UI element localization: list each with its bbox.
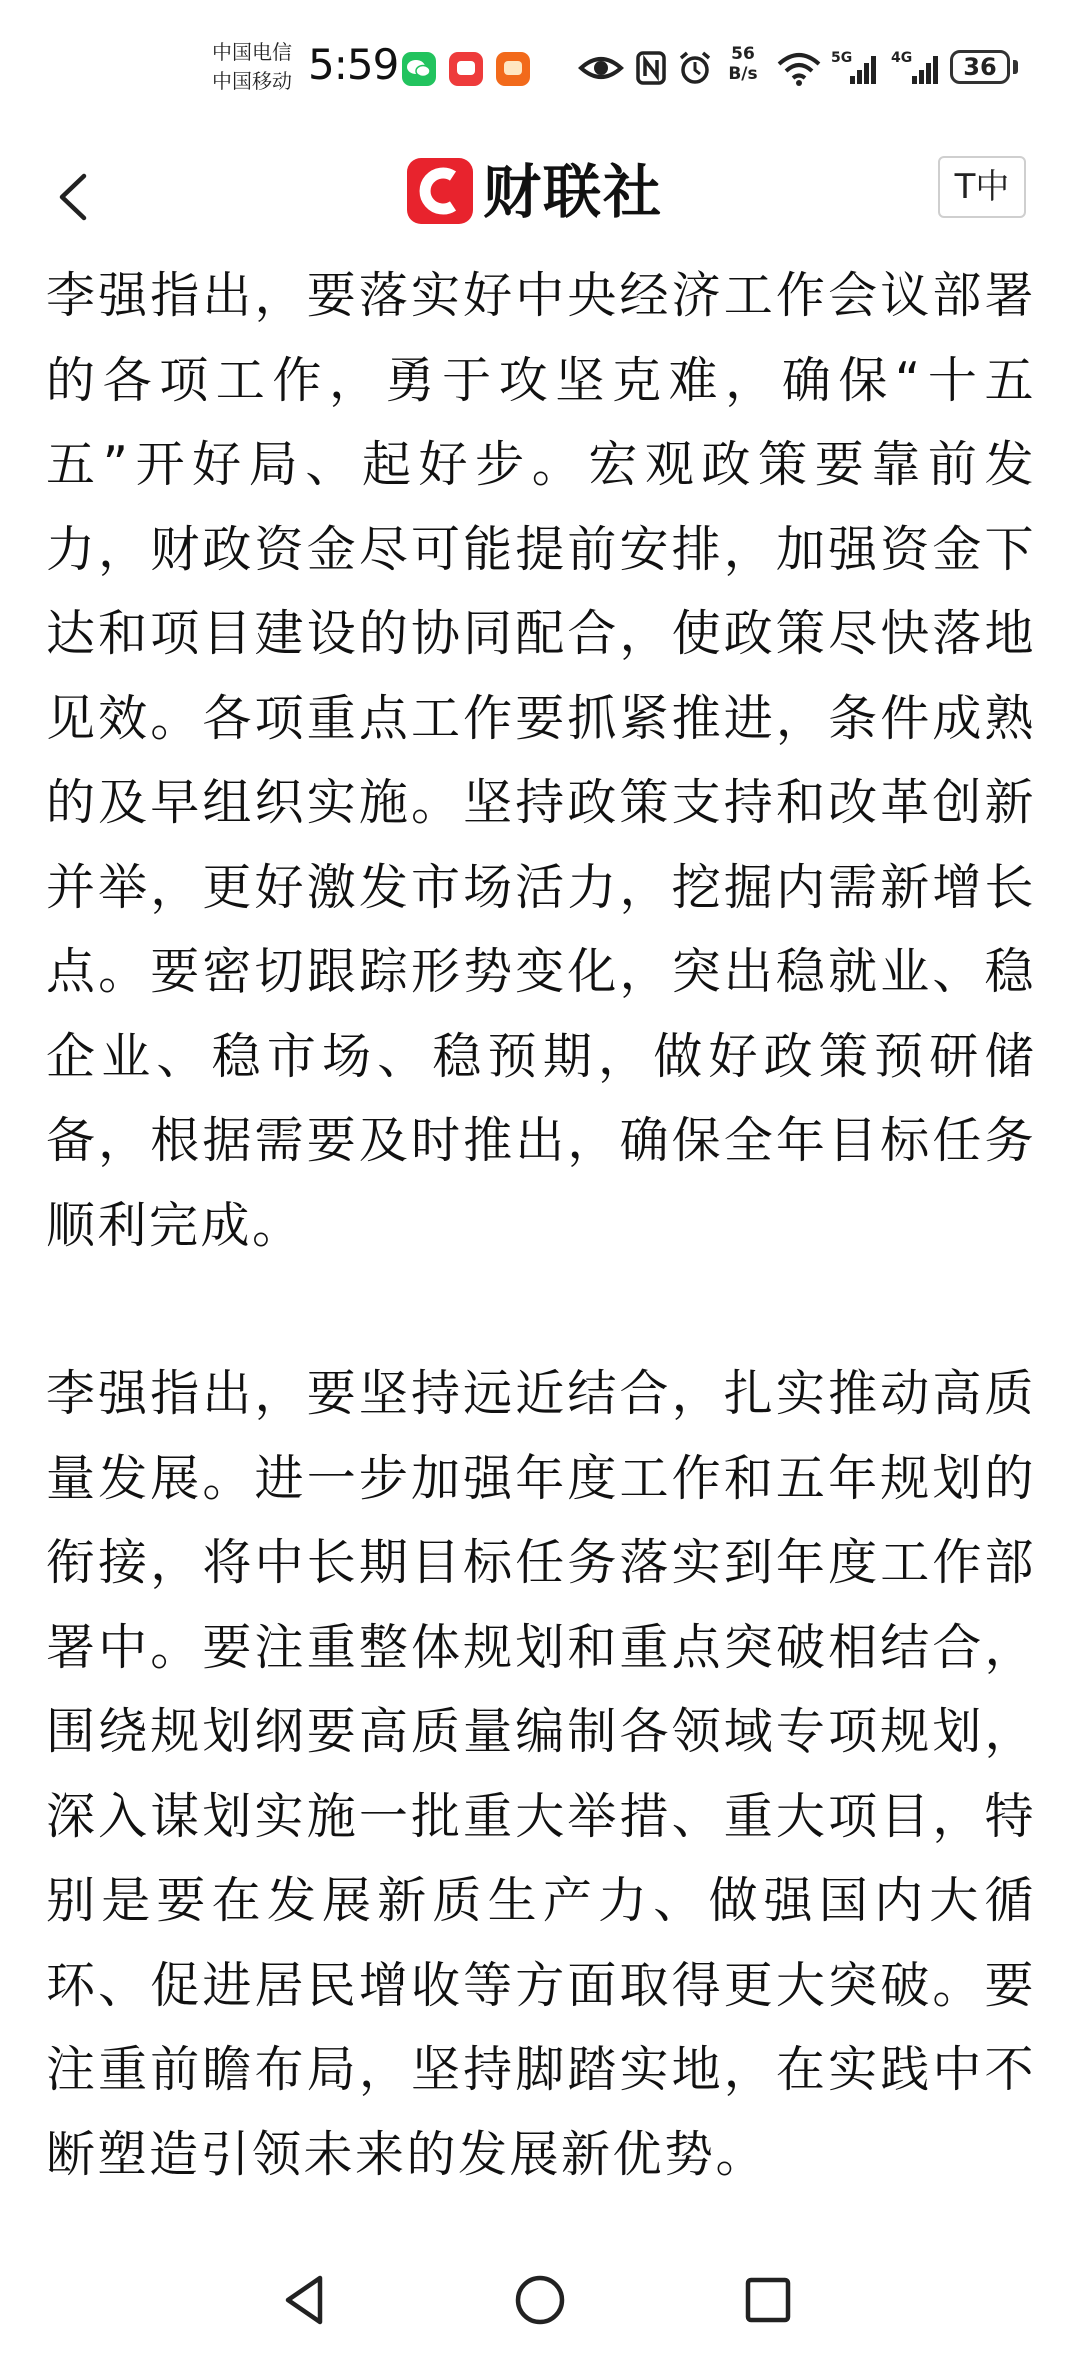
chevron-left-icon bbox=[48, 162, 104, 232]
battery-tip bbox=[1013, 60, 1018, 74]
net-speed bbox=[726, 44, 760, 84]
carrier-labels bbox=[212, 38, 292, 96]
signal-4g-icon bbox=[890, 48, 942, 88]
wifi-icon bbox=[776, 48, 822, 88]
carrier-1: 中国电信 bbox=[212, 40, 292, 64]
signal-4g-label: 4G bbox=[891, 50, 913, 66]
nav-recent-icon[interactable] bbox=[738, 2270, 798, 2330]
logo-text: 财联社 bbox=[483, 158, 664, 226]
orange-app-icon bbox=[496, 52, 530, 86]
cailianshe-logo bbox=[407, 154, 673, 228]
alarm-icon bbox=[678, 48, 712, 88]
system-nav-bar bbox=[0, 2250, 1080, 2376]
carrier-2: 中国移动 bbox=[212, 69, 292, 93]
eye-icon bbox=[578, 48, 624, 88]
net-speed-value: 56 bbox=[731, 44, 755, 64]
article-paragraph-2: 李强指出，要坚持远近结合，扎实推动高质量发展。进一步加强年度工作和五年规划的衔接，将中长期目标任务落实到年度工作部署中。要注重整体规划和重点突破相结合，围绕规划纲要高质量编制各领域专项规划，深入谋划实施一批重大举措、重大项目，特别是要在发展新质生产力、做强国内大循环、促进居民增收等方面取得更大突破。要注重前瞻布局，坚持脚踏实地，在实践中不断塑造引领未来的发展新优势。 bbox=[46, 1365, 1036, 2183]
clock: 5:59 bbox=[308, 40, 399, 89]
status-bar bbox=[0, 0, 1080, 140]
article-paragraph-1: 李强指出，要落实好中央经济工作会议部署的各项工作，勇于攻坚克难，确保“十五五”开好局、起好步。宏观政策要靠前发力，财政资金尽可能提前安排，加强资金下达和项目建设的协同配合，使政策尽快落地见效。各项重点工作要抓紧推进，条件成熟的及早组织实施。坚持政策支持和改革创新并举，更好激发市场活力，挖掘内需新增长点。要密切跟踪形势变化，突出稳就业、稳企业、稳市场、稳预期，做好政策预研储备，根据需要及时推出，确保全年目标任务顺利完成。 bbox=[46, 267, 1036, 1254]
signal-5g-label: 5G bbox=[831, 50, 853, 66]
app-header bbox=[0, 140, 1080, 260]
wechat-icon bbox=[402, 52, 436, 86]
nav-home-icon[interactable] bbox=[510, 2270, 570, 2330]
net-speed-unit: B/s bbox=[728, 64, 758, 84]
signal-5g-icon bbox=[830, 48, 880, 88]
nav-back-icon[interactable] bbox=[276, 2270, 336, 2330]
font-size-button[interactable]: T中 bbox=[938, 156, 1026, 218]
logo-mark-icon bbox=[407, 158, 473, 224]
article-body bbox=[46, 254, 1036, 2197]
red-app-icon bbox=[449, 52, 483, 86]
battery-icon bbox=[950, 50, 1010, 84]
nfc-icon bbox=[636, 48, 666, 88]
battery-level: 36 bbox=[963, 53, 997, 81]
back-button[interactable] bbox=[48, 162, 104, 232]
